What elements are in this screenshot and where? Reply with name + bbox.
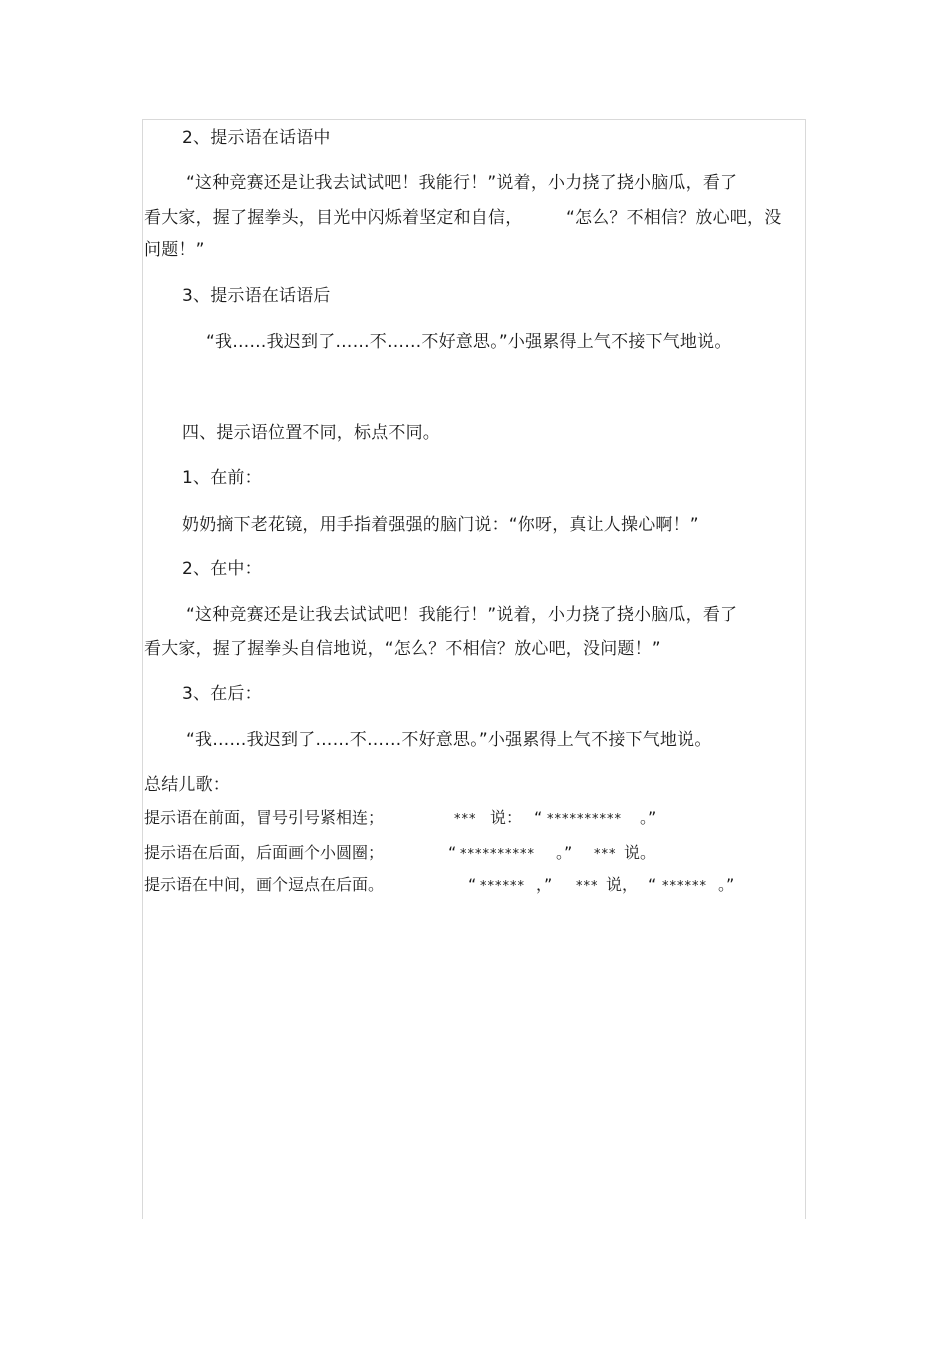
position-2-heading: 2、在中： bbox=[182, 559, 262, 579]
rhyme-3-close: 。” bbox=[718, 875, 735, 894]
position-3-heading: 3、在后： bbox=[182, 684, 262, 704]
summary-heading: 总结儿歌： bbox=[144, 775, 230, 795]
rhyme-3-comma-quote: ，” bbox=[536, 875, 553, 894]
position-2-line-2: 看大家，握了握拳头自信地说，“怎么？不相信？放心吧，没问题！” bbox=[144, 639, 661, 659]
rhyme-3-open-quote-b: “ bbox=[648, 875, 657, 894]
position-2-line-1: “这种竞赛还是让我去试试吧！我能行！”说着，小力挠了挠小脑瓜，看了 bbox=[186, 605, 738, 625]
rhyme-3-text: 提示语在中间，画个逗点在后面。 bbox=[144, 875, 385, 894]
rhyme-3-say: 说， bbox=[606, 875, 639, 894]
rhyme-1-asterisks-a: *** bbox=[454, 812, 477, 827]
section-2-line-2a: 看大家，握了握拳头，目光中闪烁着坚定和自信， bbox=[144, 208, 523, 228]
position-3-line-1: “我……我迟到了……不……不好意思。”小强累得上气不接下气地说。 bbox=[186, 730, 712, 750]
section-4-heading: 四、提示语位置不同，标点不同。 bbox=[182, 423, 440, 443]
section-2-line-2b: “怎么？不相信？放心吧，没 bbox=[566, 208, 782, 228]
rhyme-2-say: 说。 bbox=[624, 843, 657, 862]
section-2-line-1: “这种竞赛还是让我去试试吧！我能行！”说着，小力挠了挠小脑瓜，看了 bbox=[186, 173, 738, 193]
section-3-heading: 3、提示语在话语后 bbox=[182, 286, 331, 306]
section-3-line-1: “我……我迟到了……不……不好意思。”小强累得上气不接下气地说。 bbox=[206, 332, 732, 352]
rhyme-1-say: 说： bbox=[490, 808, 523, 827]
rhyme-2-close: 。” bbox=[556, 843, 573, 862]
rhyme-1-asterisks-b: ********** bbox=[547, 812, 622, 827]
rhyme-3-asterisks-c: ****** bbox=[662, 879, 707, 894]
rhyme-3-asterisks-b: *** bbox=[576, 879, 599, 894]
rhyme-1-text: 提示语在前面，冒号引号紧相连； bbox=[144, 808, 385, 827]
rhyme-2-text: 提示语在后面，后面画个小圆圈； bbox=[144, 843, 385, 862]
rhyme-3-open-quote-a: “ bbox=[468, 875, 477, 894]
section-2-heading: 2、提示语在话语中 bbox=[182, 128, 331, 148]
rhyme-1-close: 。” bbox=[640, 808, 657, 827]
section-2-line-3: 问题！” bbox=[144, 240, 205, 260]
position-1-line-1: 奶奶摘下老花镜，用手指着强强的脑门说：“你呀，真让人操心啊！” bbox=[182, 515, 699, 535]
rhyme-2-asterisks-a: ********** bbox=[460, 847, 535, 862]
position-1-heading: 1、在前： bbox=[182, 468, 262, 488]
rhyme-3-asterisks-a: ****** bbox=[480, 879, 525, 894]
rhyme-2-asterisks-b: *** bbox=[594, 847, 617, 862]
rhyme-2-open-quote: “ bbox=[448, 843, 457, 862]
rhyme-1-open-quote: “ bbox=[534, 808, 543, 827]
